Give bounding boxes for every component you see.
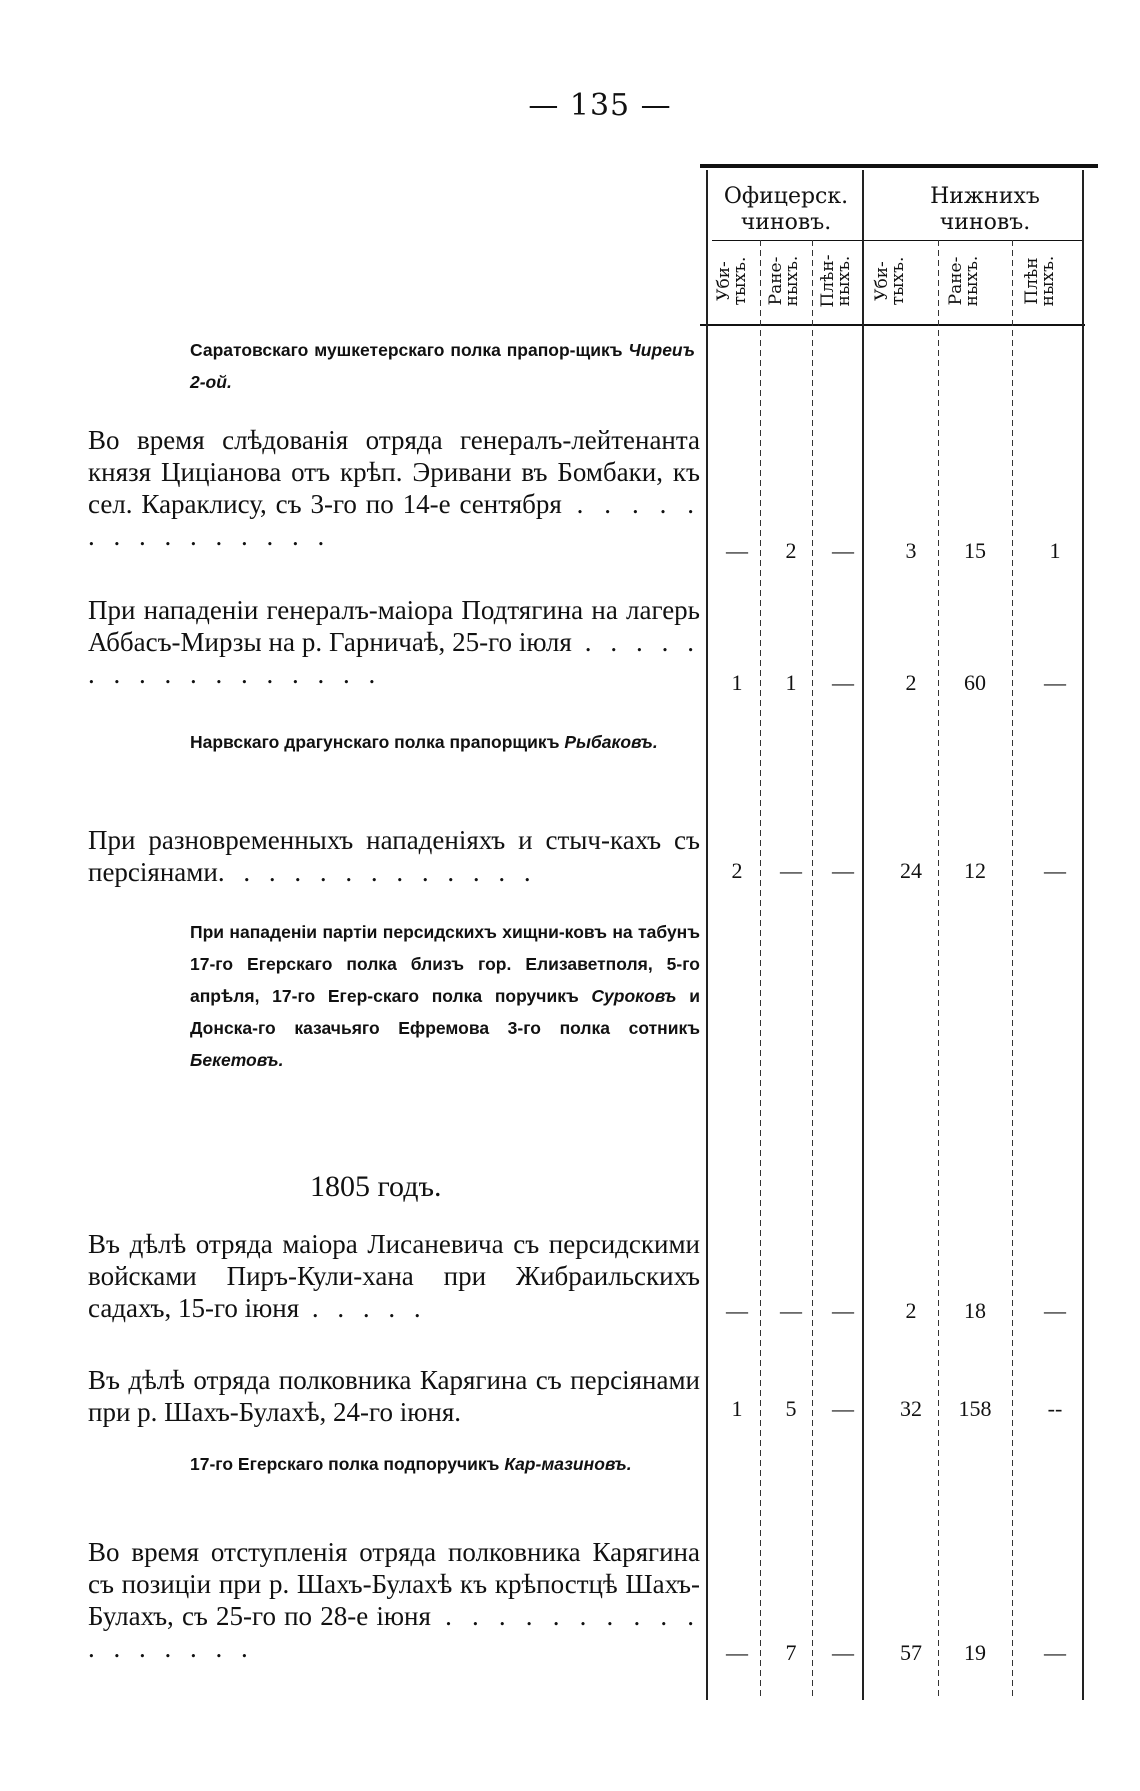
row1-lower-killed: 3 bbox=[905, 538, 917, 563]
row1-officers-captured: — bbox=[832, 538, 854, 563]
row6-lower-wounded: 19 bbox=[964, 1640, 986, 1665]
officer-name: Чиреиъ 2-ой. bbox=[190, 340, 695, 392]
row4-lower-captured: — bbox=[1044, 1298, 1066, 1323]
row5-lower-wounded: 158 bbox=[958, 1396, 992, 1421]
note-saratov-ensign bbox=[190, 334, 695, 398]
lower-ranks-captured-header: Плѣн ныхъ. bbox=[1022, 255, 1058, 307]
officers-lower-ranks-divider bbox=[862, 170, 864, 1700]
row4-lower-killed: 2 bbox=[905, 1298, 917, 1323]
note-text: 17-го Егерскаго полка подпоручикъ bbox=[190, 1454, 505, 1474]
row4-officers-killed: — bbox=[726, 1298, 748, 1323]
row2-lower-wounded: 60 bbox=[964, 670, 986, 695]
entry-tsitsianov-march bbox=[88, 424, 700, 552]
entry-karyagin-retreat bbox=[88, 1536, 700, 1664]
entry-skirmishes bbox=[88, 824, 700, 888]
column-divider-3 bbox=[938, 240, 939, 1700]
lower-ranks-killed-header: Уби-тыхъ. bbox=[872, 256, 908, 306]
entry-text: При разновременныхъ нападеніяхъ и стыч-кахъ съ персіянами bbox=[88, 825, 700, 887]
entry-karyagin-battle bbox=[88, 1364, 700, 1428]
leader-dots: . . . . . bbox=[299, 1293, 427, 1323]
table-left-border bbox=[706, 170, 708, 1700]
row4-officers-wounded: — bbox=[780, 1298, 802, 1323]
row2-officers-captured: — bbox=[832, 670, 854, 695]
entry-text: Во время слѣдованія отряда генералъ-лейтенанта князя Цицiанова отъ крѣп. Эривани въ Бомбаки, къ сел. Караклису, съ 3-го по 14-е сентября bbox=[88, 425, 700, 519]
row3-officers-killed: 2 bbox=[731, 858, 743, 883]
row1-lower-wounded: 15 bbox=[964, 538, 986, 563]
row3-officers-captured: — bbox=[832, 858, 854, 883]
row4-lower-wounded: 18 bbox=[964, 1298, 986, 1323]
page-number: — 135 — bbox=[528, 88, 672, 123]
row2-lower-captured: — bbox=[1044, 670, 1066, 695]
note-narva-ensign bbox=[190, 726, 695, 758]
row6-lower-captured: — bbox=[1044, 1640, 1066, 1665]
note-text: Саратовскаго мушкетерскаго полка прапор-щикъ bbox=[190, 340, 629, 360]
note-text: и Донска-го казачьяго Ефремова 3-го полка сотникъ bbox=[190, 986, 700, 1038]
row5-lower-killed: 32 bbox=[900, 1396, 922, 1421]
entry-text: Въ дѣлѣ отряда полковника Карягина съ персіянами при р. Шахъ-Булахѣ, 24-го іюня. bbox=[88, 1365, 700, 1427]
officers-wounded-header: Ране-ныхъ. bbox=[766, 255, 802, 307]
row6-officers-killed: — bbox=[726, 1640, 748, 1665]
entry-podtyagin-attack bbox=[88, 594, 700, 690]
row3-officers-wounded: — bbox=[780, 858, 802, 883]
column-divider-2 bbox=[812, 240, 813, 1700]
note-text: При нападеніи партіи персидскихъ хищни-ковъ на табунъ 17-го Егерскаго полка близъ гор. Елизаветполя, 5-го апрѣля, 17-го Егер-скаго полка поручикъ bbox=[190, 922, 700, 1006]
row3-lower-captured: — bbox=[1044, 858, 1066, 883]
row2-lower-killed: 2 bbox=[905, 670, 917, 695]
entry-text: Въ дѣлѣ отряда маіора Лисаневича съ персидскими войсками Пиръ-Кули-хана при Жибраильскихъ садахъ, 15-го іюня bbox=[88, 1229, 700, 1323]
leader-dots: . . . . . . . . . . . . . . . . . bbox=[88, 1601, 701, 1663]
row5-officers-captured: — bbox=[832, 1396, 854, 1421]
officers-group-header: Офицерск. чиновъ. bbox=[723, 184, 849, 235]
row5-officers-wounded: 5 bbox=[785, 1396, 797, 1421]
row5-lower-captured: -- bbox=[1047, 1396, 1063, 1421]
note-herd-raid bbox=[190, 916, 700, 1076]
row6-officers-captured: — bbox=[832, 1640, 854, 1665]
row1-officers-wounded: 2 bbox=[785, 538, 797, 563]
row1-lower-captured: 1 bbox=[1049, 538, 1061, 563]
table-right-border bbox=[1082, 170, 1084, 1700]
officer-name: Кар-мазиновъ. bbox=[504, 1454, 632, 1474]
table-header-divider bbox=[712, 240, 1084, 241]
officer-name: Суроковъ bbox=[591, 986, 677, 1006]
row4-officers-captured: — bbox=[832, 1298, 854, 1323]
officers-killed-header: Уби-тыхъ. bbox=[714, 256, 750, 306]
table-top-rule bbox=[700, 164, 1098, 168]
officer-name: Рыбаковъ. bbox=[564, 732, 658, 752]
leader-dots: . . . . . . . . . . . . . bbox=[217, 857, 537, 887]
row6-lower-killed: 57 bbox=[900, 1640, 922, 1665]
officers-captured-header: Плѣн-ныхъ. bbox=[818, 254, 854, 308]
entry-lisanevich-battle bbox=[88, 1228, 700, 1324]
lower-ranks-wounded-header: Ране-ныхъ. bbox=[946, 255, 982, 307]
lower-ranks-group-header: Нижнихъ чиновъ. bbox=[930, 184, 1040, 235]
year-heading: 1805 годъ. bbox=[310, 1170, 442, 1203]
row3-lower-wounded: 12 bbox=[964, 858, 986, 883]
row3-lower-killed: 24 bbox=[900, 858, 922, 883]
column-divider-4 bbox=[1012, 240, 1013, 1700]
table-header-bottom-rule bbox=[700, 324, 1085, 326]
row1-officers-killed: — bbox=[726, 538, 748, 563]
leader-dots: . . . . . . . . . . . . . . . bbox=[88, 489, 700, 551]
row5-officers-killed: 1 bbox=[731, 1396, 743, 1421]
row2-officers-killed: 1 bbox=[731, 670, 743, 695]
column-divider-1 bbox=[760, 240, 761, 1700]
row2-officers-wounded: 1 bbox=[785, 670, 797, 695]
note-egersky-sublieutenant bbox=[190, 1448, 695, 1480]
leader-dots: . . . . . . . . . . . . . . . . . bbox=[88, 627, 700, 689]
row6-officers-wounded: 7 bbox=[785, 1640, 797, 1665]
entry-text: При нападеніи генералъ-маіора Подтягина на лагерь Аббасъ-Мирзы на р. Гарничаѣ, 25-го іюля bbox=[88, 595, 700, 657]
entry-text: Во время отступленія отряда полковника Карягина съ позиціи при р. Шахъ-Булахѣ къ крѣпостцѣ Шахъ-Булахъ, съ 25-го по 28-е іюня bbox=[88, 1537, 700, 1631]
note-text: Нарвскаго драгунскаго полка прапорщикъ bbox=[190, 732, 565, 752]
officer-name: Бекетовъ. bbox=[190, 1050, 284, 1070]
